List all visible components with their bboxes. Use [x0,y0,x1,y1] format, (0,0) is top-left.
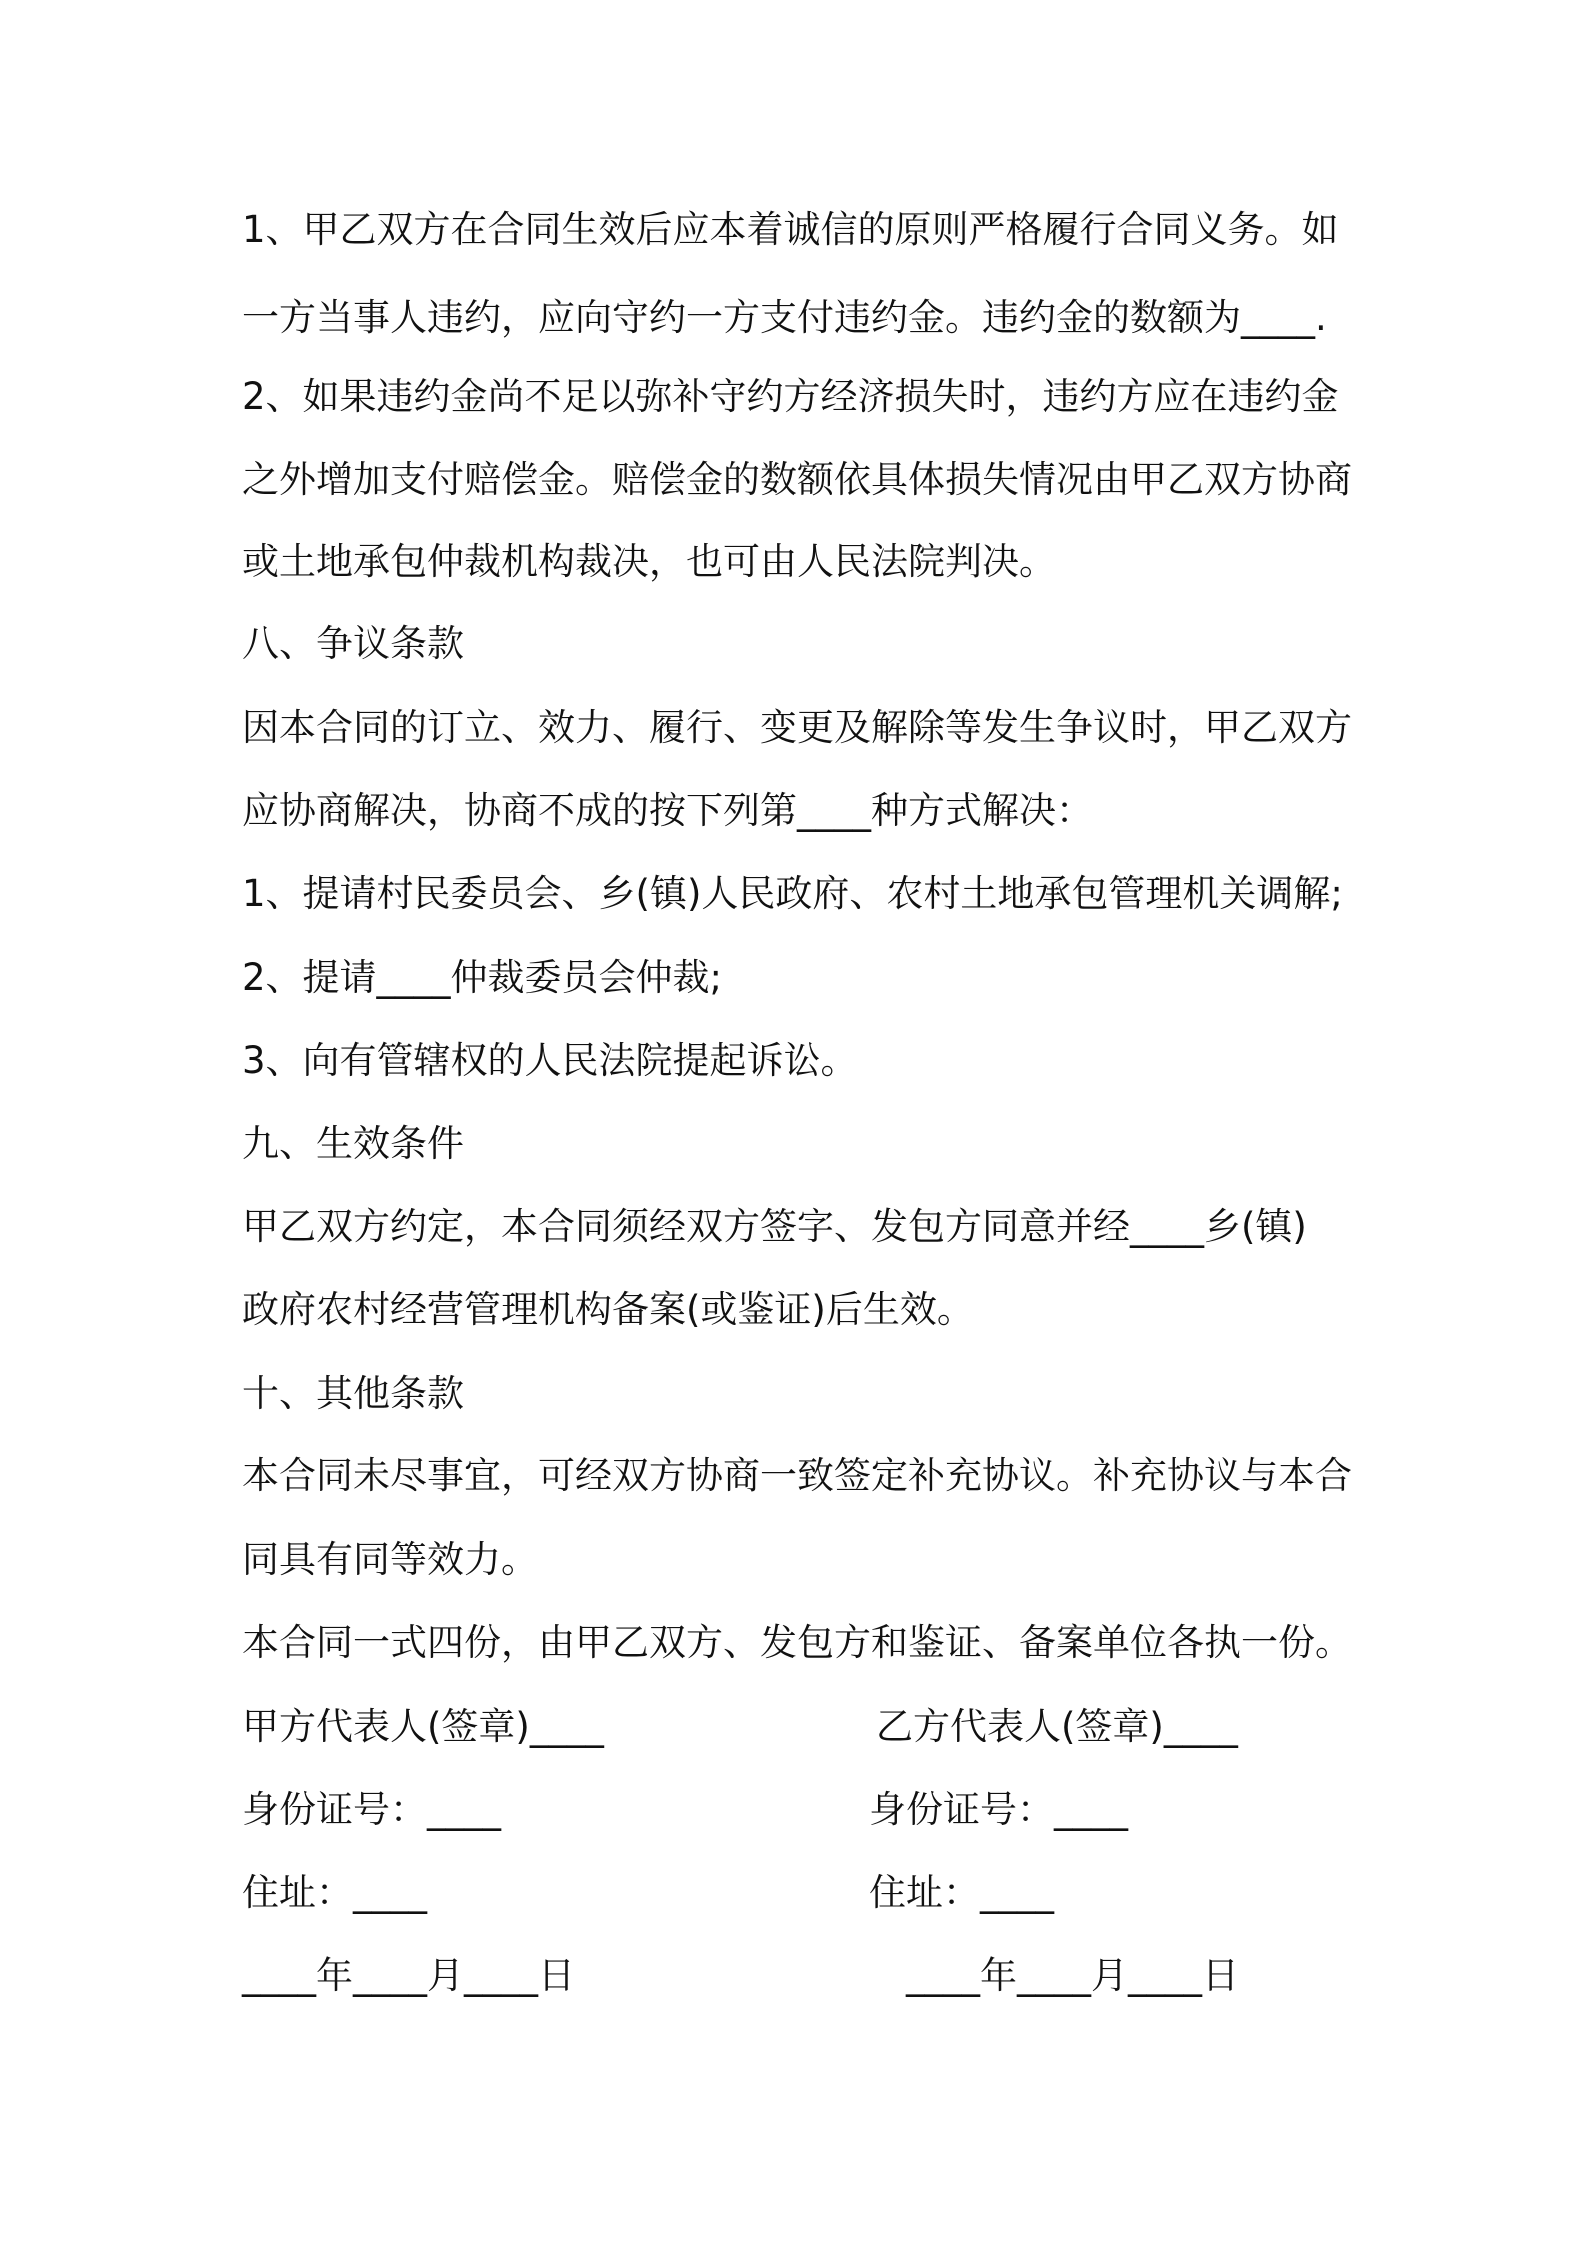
clause-paragraph: 本合同一式四份，由甲乙双方、发包方和鉴证、备案单位各执一份。 [242,1621,1352,1664]
clause-paragraph: 应协商解决，协商不成的按下列第____种方式解决： [242,789,1093,832]
signature-row-date [242,1952,1352,2000]
list-item: 1、提请村民委员会、乡(镇)人民政府、农村土地承包管理机关调解; [242,872,1343,915]
clause-paragraph: 甲乙双方约定，本合同须经双方签字、发包方同意并经____乡(镇) [242,1205,1307,1248]
list-item: 2、提请____仲裁委员会仲裁; [242,956,723,999]
signature-row-representative [242,1703,1352,1751]
clause-paragraph: 之外增加支付赔偿金。赔偿金的数额依具体损失情况由甲乙双方协商 [242,458,1352,501]
party-a-date: ____年____月____日 [242,1954,575,1997]
clause-paragraph: 同具有同等效力。 [242,1538,538,1581]
section-heading: 八、争议条款 [242,622,464,665]
party-a-id-number: 身份证号：____ [242,1788,501,1831]
signature-row-id [242,1786,1352,1834]
list-item: 3、向有管辖权的人民法院提起诉讼。 [242,1039,858,1082]
clause-paragraph: 或土地承包仲裁机构裁决，也可由人民法院判决。 [242,540,1056,583]
clause-paragraph: 一方当事人违约，应向守约一方支付违约金。违约金的数额为____. [242,296,1327,339]
clause-paragraph: 因本合同的订立、效力、履行、变更及解除等发生争议时，甲乙双方 [242,706,1352,749]
party-b-id-number: 身份证号：____ [869,1788,1128,1831]
party-a-address: 住址：____ [242,1871,427,1914]
clause-paragraph: 政府农村经营管理机构备案(或鉴证)后生效。 [242,1288,974,1331]
clause-paragraph: 2、如果违约金尚不足以弥补守约方经济损失时，违约方应在违约金 [242,375,1339,418]
section-heading: 十、其他条款 [242,1372,464,1415]
party-b-representative: 乙方代表人(签章)____ [876,1705,1238,1748]
party-b-address: 住址：____ [869,1871,1054,1914]
clause-paragraph: 1、甲乙双方在合同生效后应本着诚信的原则严格履行合同义务。如 [242,208,1339,251]
party-a-representative: 甲方代表人(签章)____ [242,1705,604,1748]
section-heading: 九、生效条件 [242,1122,464,1165]
party-b-date: ____年____月____日 [906,1954,1239,1997]
signature-row-address [242,1869,1352,1917]
clause-paragraph: 本合同未尽事宜，可经双方协商一致签定补充协议。补充协议与本合 [242,1454,1352,1497]
